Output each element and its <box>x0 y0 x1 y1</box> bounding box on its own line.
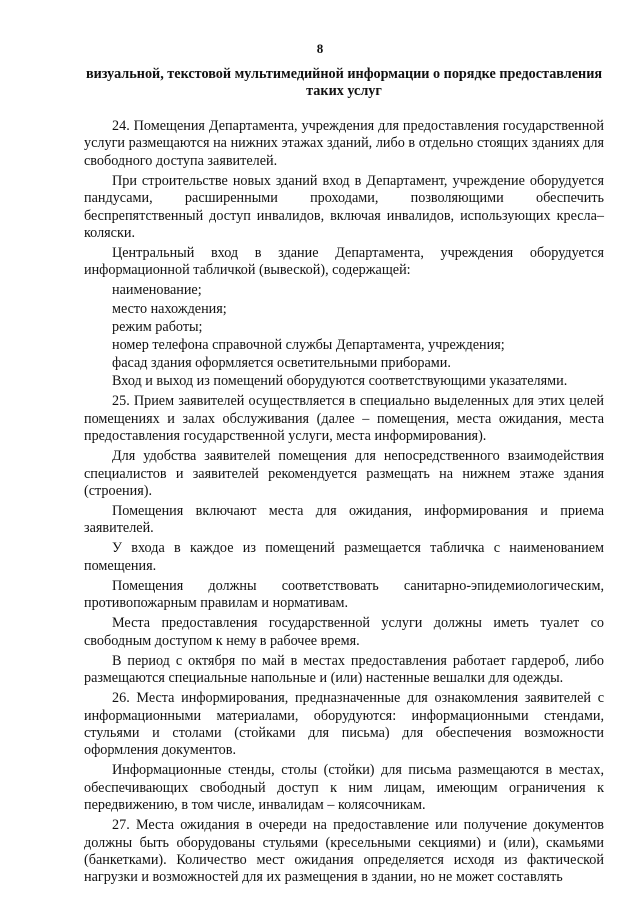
paragraph: 24. Помещения Департамента, учреждения для предоставления государственной услуги размещаются на нижних этажах зданий, либо в отдельно стоящих зданиях для свободного доступа заявителей. <box>84 118 604 169</box>
paragraph: Центральный вход в здание Департамента, учреждения оборудуется информационной табличкой (вывеской), содержащей: <box>84 245 604 279</box>
paragraph: У входа в каждое из помещений размещается табличка с наименованием помещения. <box>84 540 604 574</box>
paragraph: Вход и выход из помещений оборудуются соответствующими указателями. <box>112 373 568 390</box>
paragraph: Помещения включают места для ожидания, информирования и приема заявителей. <box>84 503 604 537</box>
list-item: режим работы; <box>112 318 203 335</box>
body-text <box>84 118 604 889</box>
paragraph: Для удобства заявителей помещения для непосредственного взаимодействия специалистов и заявителей рекомендуется размещать на нижнем этаже здания (строения). <box>84 448 604 500</box>
paragraph: Информационные стенды, столы (стойки) для письма размещаются в местах, обеспечивающих свободный доступ к ним лицам, имеющим ограничения к передвижению, в том числе, инвалидам – колясочникам. <box>84 762 604 814</box>
paragraph: 27. Места ожидания в очереди на предоставление или получение документов должны быть оборудованы стульями (кресельными секциями) и (или), скамьями (банкетками). Количество мест ожидания определяется исходя из фактической нагрузки и возможностей для их размещения в здании, но не может составлять <box>84 817 604 886</box>
list-item: фасад здания оформляется осветительными приборами. <box>112 355 451 372</box>
paragraph: В период с октября по май в местах предоставления работает гардероб, либо размещаются специальные напольные и (или) настенные вешалки для одежды. <box>84 652 604 687</box>
section-heading: визуальной, текстовой мультимедийной информации о порядке предоставления таких услуг <box>85 66 603 99</box>
paragraph: 26. Места информирования, предназначенные для ознакомления заявителей с информационными материалами, оборудуются: информационными стендами, стульями и столами (стойками для письма) для обеспечения возможности оформления документов. <box>84 690 604 759</box>
list-item: наименование; <box>112 282 202 299</box>
list-item: номер телефона справочной службы Департамента, учреждения; <box>112 337 505 354</box>
page-number: 8 <box>316 41 324 56</box>
paragraph: Места предоставления государственной услуги должны иметь туалет со свободным доступом к нему в рабочее время. <box>84 615 604 649</box>
paragraph: 25. Прием заявителей осуществляется в специально выделенных для этих целей помещениях и залах обслуживания (далее – помещения, места ожидания, места предоставления государственной услуги, места информирования). <box>84 393 604 445</box>
list-item: место нахождения; <box>112 300 227 317</box>
paragraph: Помещения должны соответствовать санитарно-эпидемиологическим, противопожарным правилам и нормативам. <box>84 577 604 612</box>
paragraph: При строительстве новых зданий вход в Департамент, учреждение оборудуется пандусами, расширенными проходами, позволяющими обеспечить беспрепятственный доступ инвалидов, включая инвалидов, использующих кресла–коляски. <box>84 172 604 242</box>
